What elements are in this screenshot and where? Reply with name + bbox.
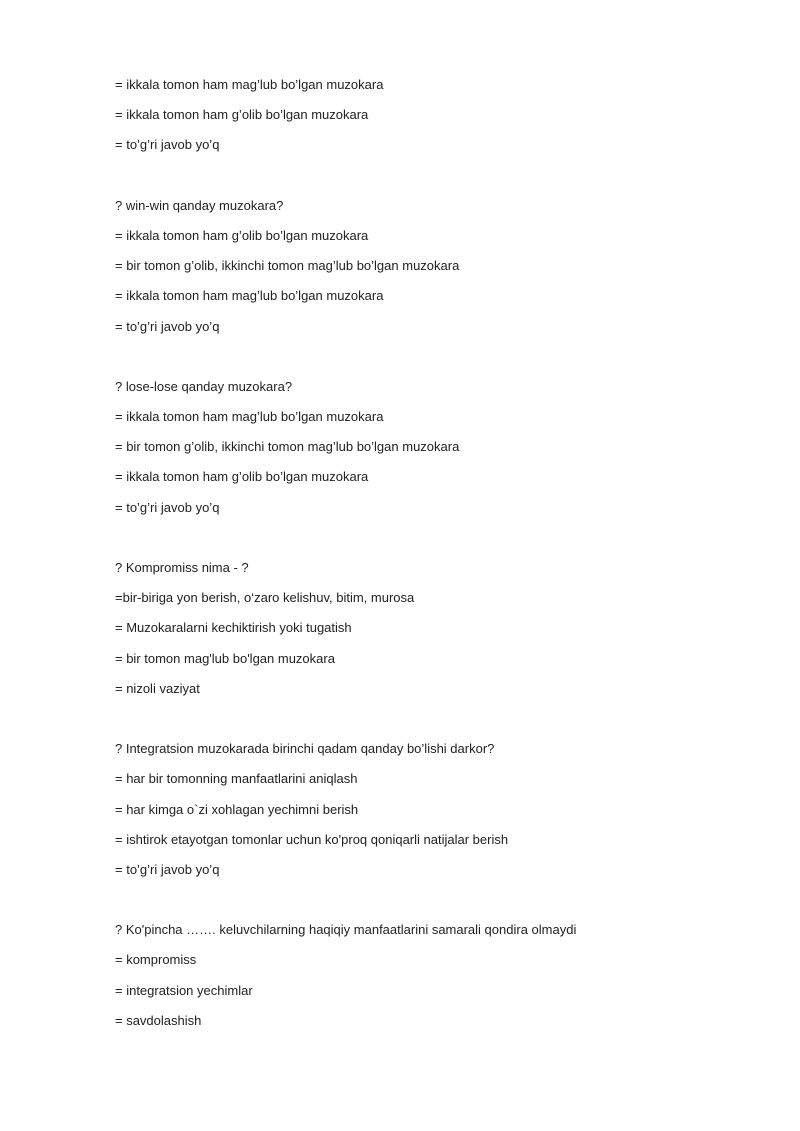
answer-option-line: = to’g’ri javob yo’q [115,861,220,877]
answer-option-line: = to’g’ri javob yo’q [115,137,220,153]
blank-line [115,708,755,738]
answer-option-line: = savdolashish [115,1012,202,1028]
blank-line [115,165,755,195]
answer-option-line: = to’g’ri javob yo’q [115,318,220,334]
answer-option-line: = ikkala tomon ham g’olib bo’lgan muzokara [115,469,369,485]
answer-option-line: = bir tomon mag'lub bo'lgan muzokara [115,650,335,666]
blank-line [115,889,755,919]
question-line: ? Kompromiss nima - ? [115,560,249,575]
answer-option-line: = ikkala tomon ham g’olib bo’lgan muzokara [115,107,369,123]
answer-option-line: = to’g’ri javob yo’q [115,499,220,515]
answer-option-line: = ishtirok etayotgan tomonlar uchun ko'proq qoniqarli natijalar berish [115,831,509,847]
answer-option-line: = har kimga o`zi xohlagan yechimni berish [115,801,359,817]
answer-option-line: =bir-biriga yon berish, o‘zaro kelishuv, bitim, murosa [115,590,415,606]
answer-option-line: = ikkala tomon ham g’olib bo’lgan muzokara [115,227,369,243]
answer-option-line: = bir tomon g’olib, ikkinchi tomon mag’lub bo’lgan muzokara [115,439,460,455]
answer-option-line: = ikkala tomon ham mag’lub bo’lgan muzokara [115,288,384,304]
answer-option-line: = ikkala tomon ham mag’lub bo’lgan muzokara [115,77,384,92]
answer-option-line: = bir tomon g’olib, ikkinchi tomon mag’lub bo’lgan muzokara [115,258,460,274]
answer-option-line: = ikkala tomon ham mag’lub bo’lgan muzokara [115,409,384,425]
question-line: ? win-win qanday muzokara? [115,197,284,213]
question-line: ? lose-lose qanday muzokara? [115,378,293,394]
blank-line [115,346,755,376]
answer-option-line: = har bir tomonning manfaatlarini aniqlash [115,771,358,787]
answer-option-line: = nizoli vaziyat [115,680,200,696]
document-body [115,74,755,1040]
blank-line [115,527,755,557]
question-line: ? Integratsion muzokarada birinchi qadam qanday bo’lishi darkor? [115,741,495,757]
answer-option-line: = integratsion yechimlar [115,982,253,998]
answer-option-line: = kompromiss [115,952,197,968]
question-line: ? Ko'pincha ……. keluvchilarning haqiqiy manfaatlarini samarali qondira olmaydi [115,922,577,938]
answer-option-line: = Muzokaralarni kechiktirish yoki tugatish [115,620,352,636]
